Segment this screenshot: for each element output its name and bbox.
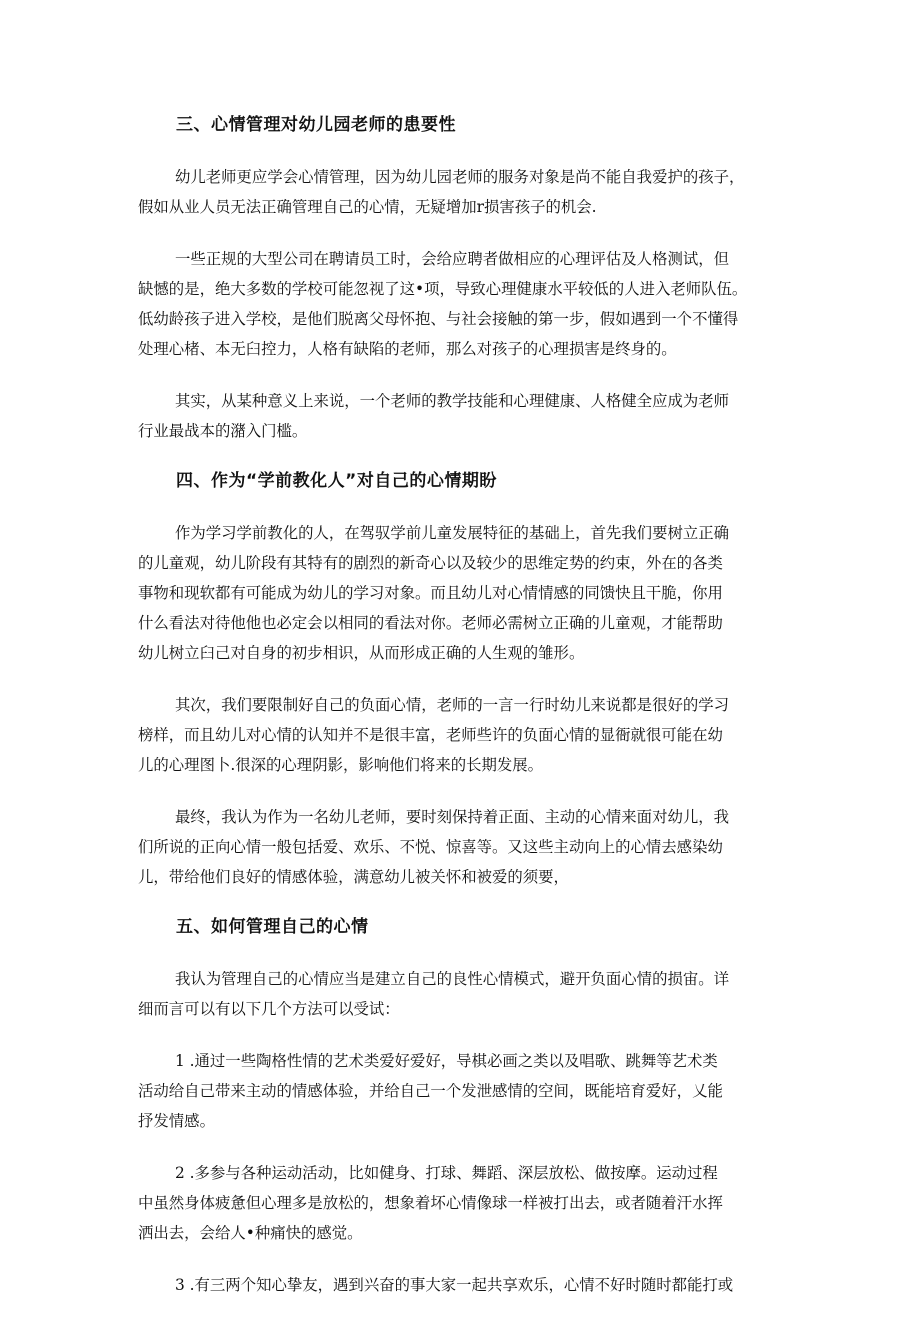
paragraph bbox=[138, 690, 786, 780]
paragraph-line: 幼儿树立臼己对自身的初步相识，从而形成正确的人生观的雏形。 bbox=[138, 644, 585, 662]
paragraph bbox=[138, 802, 786, 892]
paragraph-line: 3 .有三两个知心挚友，遇到兴奋的事大家一起共享欢乐，心情不好时随时都能打或 bbox=[174, 1276, 734, 1294]
paragraph bbox=[138, 386, 786, 446]
section-heading: 四、作为“学前教化人”对自己的心情期盼 bbox=[176, 471, 497, 491]
paragraph bbox=[138, 162, 786, 222]
document-page bbox=[138, 112, 786, 1322]
paragraph-line: 行业最战本的潴入门槛。 bbox=[138, 422, 308, 440]
paragraph-line: 低幼龄孩子进入学校，是他们脱离父母怀抱、与社会接触的第一步，假如遇到一个不懂得 bbox=[138, 310, 739, 328]
paragraph-line: 1 .通过一些陶格性情的艺术类爱好爱好，导棋必画之类以及唱歌、跳舞等艺术类 bbox=[174, 1052, 718, 1070]
paragraph bbox=[138, 964, 786, 1024]
paragraph-line: 事物和现软都有可能成为幼儿的学习对象。而且幼儿对心情情感的同馈快且干脆，你用 bbox=[138, 584, 723, 602]
paragraph-line: 洒出去，会给人•种痛快的感觉。 bbox=[138, 1224, 363, 1242]
paragraph-line: 我认为管理自己的心情应当是建立自己的良性心情模式，避开负面心情的损宙。详 bbox=[174, 970, 730, 988]
paragraph-line: 儿的心理图卜.很深的心理阴影，影响他们将来的长期发展。 bbox=[138, 756, 544, 774]
paragraph bbox=[138, 1046, 786, 1136]
paragraph-line: 其次，我们要限制好自己的负面心情，老师的一言一行时幼儿来说都是很好的学习 bbox=[174, 696, 730, 714]
paragraph bbox=[138, 1270, 786, 1300]
paragraph-line: 儿，带给他们良好的情感体验，满意幼儿被关怀和被爱的须要， bbox=[138, 868, 569, 886]
paragraph-line: 缺憾的是，绝大多数的学校可能忽视了这•项，导致心理健康水平较低的人进入老师队伍。 bbox=[138, 280, 748, 298]
paragraph-line: 假如从业人员无法正确管理自己的心情，无疑增加r损害孩子的机会. bbox=[138, 198, 597, 216]
paragraph-line: 榜样，而且幼儿对心情的认知并不是很丰富，老师些许的负面心情的显衙就很可能在幼 bbox=[138, 726, 723, 744]
paragraph bbox=[138, 244, 786, 364]
paragraph-line: 2 .多参与各种运动活动，比如健身、打球、舞蹈、深层放松、做按摩。运动过程 bbox=[174, 1164, 718, 1182]
paragraph-line: 什么看法对待他他也必定会以相同的看法对你。老师必需树立正确的儿童观，才能帮助 bbox=[138, 614, 723, 632]
section-heading: 五、如何管理自己的心情 bbox=[176, 917, 369, 937]
paragraph bbox=[138, 518, 786, 668]
paragraph-line: 抒发情感。 bbox=[138, 1112, 215, 1130]
paragraph-line: 活动给自己带来主动的情感体验，并给自己一个发泄感情的空间，既能培育爱好，乂能 bbox=[138, 1082, 723, 1100]
paragraph-line: 的儿童观，幼儿阶段有其特有的剧烈的新奇心以及较少的思维定势的约束，外在的各类 bbox=[138, 554, 723, 572]
section-heading: 三、心情管理对幼儿园老师的患要性 bbox=[176, 115, 456, 135]
paragraph-line: 其实，从某种意义上来说，一个老师的教学技能和心理健康、人格健全应成为老师 bbox=[174, 392, 730, 410]
paragraph bbox=[138, 1158, 786, 1248]
paragraph-line: 幼儿老师更应学会心情管理，因为幼儿园老师的服务对象是尚不能自我爱护的孩子， bbox=[174, 168, 745, 186]
paragraph-line: 中虽然身体疲惫但心理多是放松的，想象着坏心情像球一样被打出去，或者随着汗水挥 bbox=[138, 1194, 723, 1212]
paragraph-line: 细而言可以有以下几个方法可以受试： bbox=[138, 1000, 400, 1018]
paragraph-line: 处理心楮、本无臼控力，人格有缺陷的老师，那么对孩子的心理损害是终身的。 bbox=[138, 340, 677, 358]
paragraph-line: 最终，我认为作为一名幼儿老师，要时刻保持着正面、主动的心情来面对幼儿，我 bbox=[174, 808, 730, 826]
paragraph-line: 作为学习学前教化的人，在驾驭学前儿童发展特征的基础上，首先我们要树立正确 bbox=[174, 524, 730, 542]
paragraph-line: 们所说的正向心情一般包括爱、欢乐、不悦、惊喜等。又这些主动向上的心情去感染幼 bbox=[138, 838, 723, 856]
paragraph-line: 一些正规的大型公司在聘请员工时，会给应聘者做相应的心理评估及人格测试，但 bbox=[174, 250, 730, 268]
